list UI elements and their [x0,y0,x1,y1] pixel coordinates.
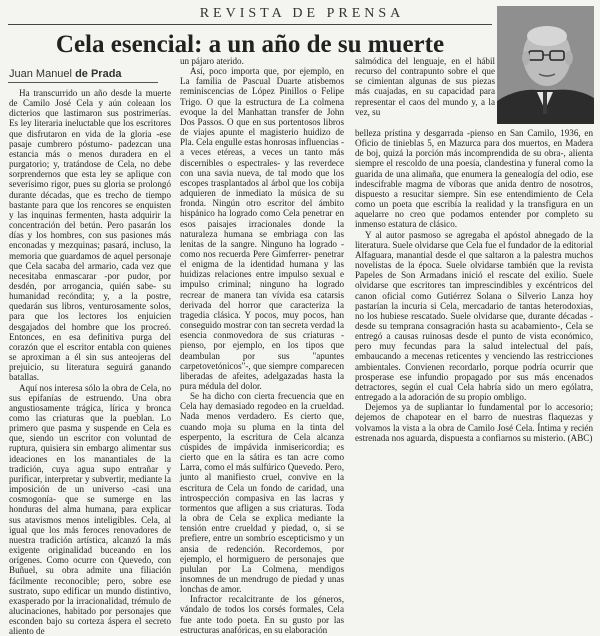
author-portrait [497,6,594,124]
paragraph: Dejemos ya de supliantar lo fundamental por lo accesorio; dejemos de chapotear en el barro de nuestras flaquezas y volvamos la vista a la obra de Camilo José Cela. Íntima y recién estrenada nos aguarda, dispuesta a confiarnos su misterio. (ABC) [355,402,593,443]
paragraph: Infractor recalcitrante de los géneros, vándalo de todos los corsés formales, Cela fue ante todo poeta. En su gusto por las estructuras anafóricas, en su elaboración [180,594,344,635]
paragraph: belleza prístina y desgarrada -pienso en San Camilo, 1936, en Oficio de tinieblas 5, en Mazurca para dos muertos, en Madera de boj, quizá la porción más incomprendida de su obra-, alienta siempre el rescoldo de una poesía, clandestina y funeral como la guarida de una alimaña, que enumera la genealogía del odio, ese indescifrable magma de víboras que anida dentro de nosotros, dispuesto a resucitar siempre. Sin ese entendimiento de Cela como un poeta que escribía la realidad y la transfigura en un aquelarre no creo que podamos entender por completo su inmenso estatura de clásico. [355,128,593,230]
paragraph: Se ha dicho con cierta frecuencia que en Cela hay demasiado regodeo en la crueldad. Nada menos verdadero. Es cierto que, cuando moja su pluma en la tinta del esperpento, la escritura de Cela alcanza cúspides de impávida inmisericordia; es cierto que en la sátira es tan acre como Larra, como el más sulfúrico Quevedo. Pero, junto al manifiesto cruel, convive en la escritura de Cela un fondo de caridad, una introspección compasiva en las lacras y tormentos que afligen a sus criaturas. Toda la obra de Cela se explica mediante la tensión entre crueldad y piedad, o, si se prefiere, entre un sombrío escepticismo y un ansia de redención. Recordemos, por ejemplo, el hormiguero de personajes que pululan por La Colmena, mendigos insomnes de un mendrugo de piedad y unas lonchas de amor. [180,391,344,595]
paragraph: salmódica del lenguaje, en el hábil recurso del contrapunto sobre el que se cimientan algunas de sus piezas más cuajadas, en su capacidad para representar el caos del mundo y, a la vez, su [355,56,495,117]
paragraph: Así, poco importa que, por ejemplo, en La familia de Pascual Duarte atisbemos reminiscencias de López Pinillos o Felipe Trigo. O que la estructura de La colmena evoque la del Manhattan transfer de John Dos Passos. O que en sus portentosos libros de viajes apunte el magisterio huidizo de Pla. Cela engulle estas honrosas influencias -a veces etéreas, a veces un tanto más discernibles o espectrales- y las reverdece con una savia nueva, de tal modo que los escopes trasplantados al árbol que los cobija adquieren de inmediato la música de su fronda. Ningún otro escritor del ámbito hispánico ha logrado como Cela penetrar en esos paisajes irracionales donde la naturaleza humana se embriaga con las lenitas de la sangre. Ninguno ha logrado -como nos recuerda Pere Gimferrer- penetrar el enigma de la identidad humana y las huidizas relaciones entre impulso sexual e impulso criminal; ninguno ha logrado recrear de manera tan vívida esa catarsis derivada del horror que caracteriza la tragedia clásica. Y pocos, muy pocos, han conseguido mostrar con tan secreta verdad la esencia conmovedora de sus criaturas -pienso, por ejemplo, en los tipos que deambulan por sus "apuntes carpetovetónicos"-, que siempre comparecen liberadas de afeites, adelgazadas hasta la pura médula del dolor. [180,66,344,391]
header-rule [8,24,492,25]
byline-last: de Prada [75,68,122,80]
column-1 [9,88,171,636]
byline-rule [8,82,158,83]
headline: Cela esencial: a un año de su muerte [55,31,445,58]
column-2 [180,56,344,635]
column-3-top [355,56,495,117]
paragraph: un pájaro aterido. [180,56,244,66]
column-3 [355,128,593,443]
byline [9,68,122,80]
section-title: REVISTA DE PRENSA [199,6,405,21]
paragraph: Ha transcurrido un año desde la muerte de Camilo José Cela y aún coleaan los dicterios que lastimaron sus postrimerías. Es ley literaria ineluctable que los escritores que disfrutaron en vida de la gloria -ese pasaje cumbrero póstumo- padezcan una estancia más o menos duradera en el purgatorio; y, tratándose de Cela, no debe sorprendernos que esta ley se aplique con severísimo rigor, pues su gloria se prolongó durante décadas, que es trecho de tiempo bastante para que los rencores se enquisten y las inquinas fermenten, hasta adquirir la concentración del betún. Pero pasarán los días y los hombres, con sus pasiones más enconadas y mezquinas; pasará, incluso, la memoria que guardamos de aquel personaje que Cela sacaba del armario, cada vez que necesitaba enmascarar -por pudor, por desdén, por arrogancia, quién sabe- su humanidad recóndita; y, a la postre, quedarán sus libros, venturosamente solos, para que los lectores los enjuicien desgajados del hombre que los procreó. Entonces, en esa definitiva purga del corazón que el escritor entabla con quienes se aproximan a él sin sus anteojeras del prejuicio, su literatura seguirá ganando batallas. [9,88,171,383]
paragraph: Y al autor pasmoso se agregaba el apóstol abnegado de la literatura. Suele olvidarse que Cela fue el fundador de la editorial Alfaguara, manantial desde el que saltaron a la palestra muchos novelistas de la época. Suele olvidarse también que la revista Papeles de Son Armadans inició el rescate del exilio. Suele olvidarse que escritores tan imprescindibles y excéntricos del canon oficial como Gutiérrez Solana o Silverio Lanza hoy pastarían la incuria si Cela, mercadario de tantas heterodoxias, no los hubiese rescatado. Suele olvidarse que, durante décadas -desde su temprana consagración hasta su acabamiento-, Cela se entregó a causas ruinosas desde el punto de vista económico, pero muy fecundas para la salud intelectual del país, embaucando a mecenas reticentes y venciendo las restricciones ambientales. Convienen recordarlo, porque podría ocurrir que prosperase ese infundio propagado por sus más encenados detractores, según el cual Cela habría sido un mero ególatra, entregado a la adoración de su propio ombligo. [355,229,593,403]
paragraph: Aquí nos interesa sólo la obra de Cela, no sus epifanías de estruendo. Una obra angustiosamente trágica, lírica y bronca como las criaturas que la pueblan. Lo primero que pasma y suspende en Cela es que, siendo un escritor con voluntad de ruptura, quisiera sin embargo alimentar sus ideaciones en los manantiales de la tradición, cuya agua supo entrañar y purificar, interpretar y subvertir, mediante la imposición de un universo -casi una cosmogonía- que se sumerge en las honduras del alma humana, para explicar sus atavismos menos inteligibles. Cela, al igual que los más feroces renovadores de nuestra tradición artística, alcanzó la más exigente originalidad buceando en los orígenes. Como ocurre con Quevedo, con Buñuel, su obra admite una filiación fácilmente reconocible; pero, sobre ese sustrato, supo edificar un mundo distintivo, exasperado por la irracionalidad, trémulo de alucinaciones, habitado por personajes que esconden bajo su corteza áspera el secreto aliento de [9,382,171,636]
byline-first: Juan Manuel [9,68,72,80]
